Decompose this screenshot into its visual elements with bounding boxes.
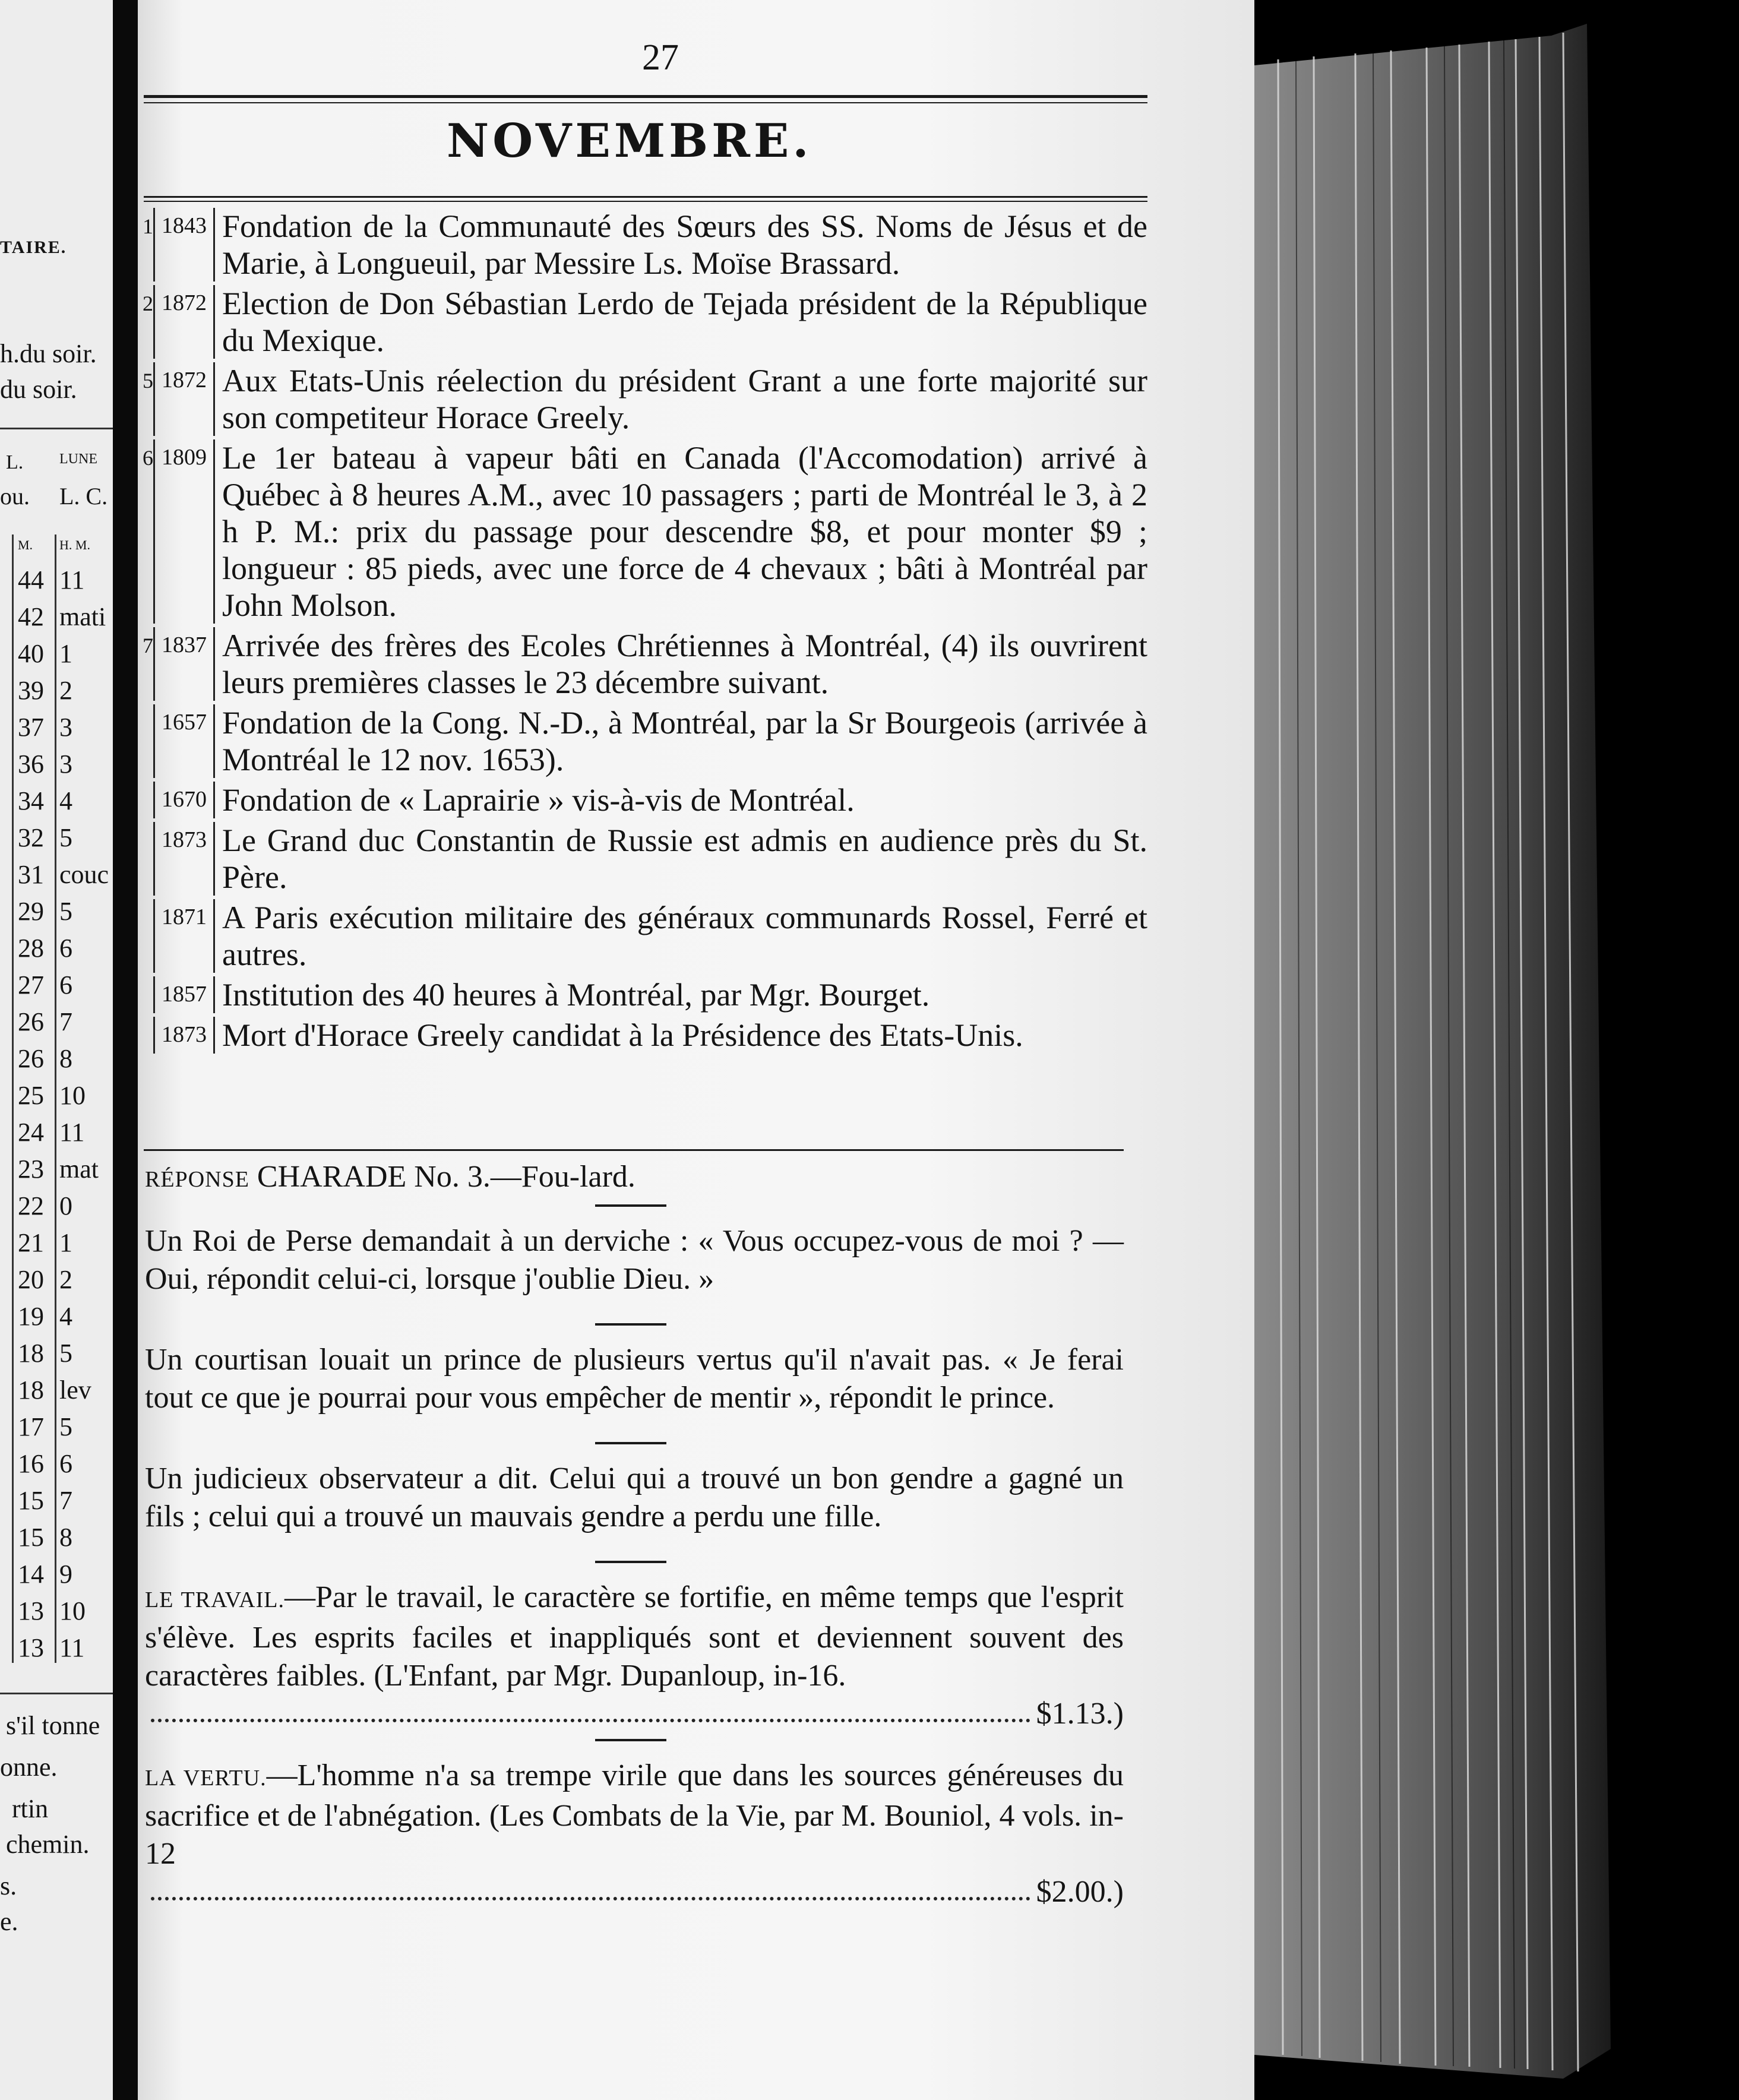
event-text: Institution des 40 heures à Montréal, par Mgr. Bourget. [222,977,930,1013]
left-table-row [0,929,113,966]
left-table-cell: 24 [18,1118,44,1147]
event-year: 1809 [153,439,215,624]
left-col-head: L. [6,451,24,473]
anecdote: Un courtisan louait un prince de plusieurs vertus qu'il n'avait pas. « Je ferai tout ce que je pourrai pour vous empêcher de mentir », répondit le prince. [145,1343,1124,1415]
price: $1.13.) [1036,1697,1124,1731]
left-table-cell: 6 [59,934,72,963]
event-year: 1872 [153,285,215,359]
event-text: Arrivée des frères des Ecoles Chrétiennes à Montréal, (4) ils ouvrirent leurs premières classes le 23 décembre suivant. [222,628,1147,700]
left-table-cell: 6 [59,1449,72,1478]
left-bottom-line: rtin [12,1794,49,1823]
left-table-row [0,1445,113,1482]
left-table-cell: 17 [18,1412,44,1441]
section-rule [144,1149,1124,1151]
separator-dash [595,1561,666,1563]
event-text: Fondation de la Communauté des Sœurs des SS. Noms de Jésus et de Marie, à Longueuil, par Messire Ls. Moïse Brassard. [222,208,1147,281]
left-table-cell: 11 [59,1633,85,1662]
left-page-line: h.du soir. [0,339,97,368]
event-day [138,822,153,828]
left-table-cell: 39 [18,676,44,705]
event-year: 1871 [153,899,215,973]
left-col-head: LUNE [59,451,97,467]
event-year: 1873 [153,822,215,896]
event-year: 1657 [153,704,215,778]
event-entry [138,208,1147,282]
left-table-row [0,561,113,598]
left-col-unit: M. [18,537,33,552]
previous-page-fragment [0,0,113,2100]
left-table-cell: 21 [18,1228,44,1257]
quote-label: LE TRAVAIL. [145,1587,284,1612]
left-table-cell: 26 [18,1044,44,1073]
left-table-row [0,893,113,929]
event-text: Le 1er bateau à vapeur bâti en Canada (l'Accomodation) arrivé à Québec à 8 heures A.M., avec 10 passagers ; parti de Montréal le 3, à 2 h P. M.: prix du passage pour descendre $8, et pour monter $9 ; longueur : 85 pieds, avec une force de 4 chevaux ; bâti à Montréal par John Molson. [222,440,1147,623]
left-table-row [0,1040,113,1077]
left-table-cell: 4 [59,786,72,815]
event-day: 6 [143,446,153,470]
left-table-row [0,782,113,819]
answer-label: RÉPONSE [145,1167,249,1192]
left-table-cell: 37 [18,713,44,742]
left-table-row [0,1592,113,1629]
left-table-cell: 5 [59,1412,72,1441]
left-table-cell: 13 [18,1596,44,1625]
left-table-cell: 14 [18,1560,44,1589]
event-list [138,208,1147,1057]
separator-dash [595,1323,666,1326]
left-table-cell: 22 [18,1191,44,1220]
left-table-cell: 4 [59,1302,72,1331]
left-table-cell: 34 [18,786,44,815]
left-table-cell: 16 [18,1449,44,1478]
event-day [138,899,153,905]
left-table-cell: couc [59,860,109,889]
left-table-row [0,856,113,893]
left-table-row [0,1187,113,1224]
left-table-row [0,672,113,709]
left-table-cell: 29 [18,897,44,926]
price-line [145,1873,1124,1911]
left-table-cell: 42 [18,602,44,631]
left-table-cell: mat [59,1155,99,1184]
page-title: NOVEMBRE. [447,114,812,168]
event-day [138,976,153,982]
event-text: Fondation de la Cong. N.-D., à Montréal, par la Sr Bourgeois (arrivée à Montréal le 12 nov. 1653). [222,705,1147,777]
left-table-cell: 8 [59,1523,72,1552]
left-col-unit: H. M. [59,537,90,552]
left-table-row [0,1077,113,1114]
event-text: Le Grand duc Constantin de Russie est admis en audience près du St. Père. [222,823,1147,895]
left-table-cell: 25 [18,1081,44,1110]
separator-dash [595,1442,666,1444]
book-gutter [113,0,138,2100]
left-table-cell: 1 [59,639,72,668]
quote-label: LA VERTU. [145,1766,267,1791]
quote-vertu [138,1757,1124,1911]
left-table-cell: mati [59,602,106,631]
left-table-row [0,1555,113,1592]
event-text: A Paris exécution militaire des généraux communards Rossel, Ferré et autres. [222,900,1147,972]
left-table-row [0,1334,113,1371]
left-table-row [0,1114,113,1150]
left-table-cell: 9 [59,1560,72,1589]
left-page-rule [0,1693,113,1694]
event-day: 1 [143,214,153,238]
event-text: Aux Etats-Unis réelection du président Grant a une forte majorité sur son competiteur Horace Greely. [222,363,1147,435]
event-entry [138,704,1147,778]
quote-text: —L'homme n'a sa trempe virile que dans les sources généreuses du sacrifice et de l'abnégation. (Les Combats de la Vie, par M. Bouniol, 4 vols. in-12 [145,1759,1124,1871]
left-bottom-line: s. [0,1871,17,1900]
left-table-cell: 20 [18,1265,44,1294]
leader-dots [151,1873,1030,1900]
anecdote: Un judicieux observateur a dit. Celui qui a trouvé un bon gendre a gagné un fils ; celui qui a trouvé un mauvais gendre a perdu une fille. [145,1462,1124,1533]
left-table-row [0,635,113,672]
event-year: 1843 [153,208,215,282]
left-table-cell: 26 [18,1007,44,1036]
left-table-row [0,598,113,635]
event-day [138,704,153,710]
page-number: 27 [642,37,679,78]
left-table-cell: 15 [18,1486,44,1515]
left-table-row [0,1408,113,1445]
left-table-cell: 1 [59,1228,72,1257]
quote-travail [138,1579,1124,1733]
top-rule-thin [144,102,1147,103]
event-entry [138,822,1147,896]
event-entry [138,627,1147,701]
almanac-page [138,0,1254,2100]
title-rule-thin [144,201,1147,202]
separator-dash [595,1739,666,1741]
event-year: 1670 [153,782,215,818]
left-table-cell: 2 [59,676,72,705]
left-table-cell: 11 [59,565,85,594]
left-table-cell: 5 [59,897,72,926]
left-table-cell: 18 [18,1339,44,1368]
charade-answer [138,1158,1124,1198]
left-table-cell: 7 [59,1007,72,1036]
price: $2.00.) [1036,1875,1124,1909]
left-table-cell: 40 [18,639,44,668]
left-table-row [0,1371,113,1408]
event-entry [138,439,1147,624]
left-table-row [0,1519,113,1555]
left-table-cell: 5 [59,1339,72,1368]
left-table-cell: 0 [59,1191,72,1220]
left-table-cell: 28 [18,934,44,963]
event-day [138,782,153,788]
event-day: 2 [143,292,153,315]
event-entry [138,899,1147,973]
event-entry [138,285,1147,359]
leader-dots [151,1695,1030,1722]
event-text: Fondation de « Laprairie » vis-à-vis de Montréal. [222,782,855,818]
left-page-line: du soir. [0,375,77,404]
answer-text: CHARADE No. 3.—Fou-lard. [257,1160,635,1194]
left-table-cell: 31 [18,860,44,889]
left-table-cell: lev [59,1375,91,1405]
left-col-sub: L. C. [59,483,108,510]
event-year: 1873 [153,1017,215,1054]
left-table-cell: 44 [18,565,44,594]
event-entry [138,1017,1147,1054]
left-table-cell: 5 [59,823,72,852]
miscellany [138,1158,1124,1911]
event-entry [138,976,1147,1013]
left-table-row [0,1150,113,1187]
left-table-cell: 32 [18,823,44,852]
event-year: 1857 [153,976,215,1013]
page-edges-drawing [1254,0,1739,2100]
event-entry [138,782,1147,818]
separator-dash [595,1204,666,1207]
left-bottom-line: e. [0,1907,18,1936]
left-table-row [0,1298,113,1334]
left-table-row [0,1003,113,1040]
top-rule [144,95,1147,98]
left-col-sub: ou. [0,483,30,510]
event-text: Election de Don Sébastian Lerdo de Tejada président de la République du Mexique. [222,286,1147,358]
title-rule [144,196,1147,198]
left-table-cell: 7 [59,1486,72,1515]
left-bottom-line: chemin. [6,1830,90,1859]
left-table-cell: 13 [18,1633,44,1662]
left-table-cell: 27 [18,970,44,1000]
event-year: 1872 [153,362,215,436]
left-table-cell: 18 [18,1375,44,1405]
left-page-rule [0,428,113,429]
left-table-row [0,1482,113,1519]
left-table-row [0,1629,113,1666]
event-day: 7 [143,634,153,657]
event-day: 5 [143,369,153,393]
event-entry [138,362,1147,436]
left-bottom-line: onne. [0,1753,58,1782]
left-table-row [0,709,113,745]
anecdote: Un Roi de Perse demandait à un derviche : « Vous occupez-vous de moi ? — Oui, répondit celui-ci, lorsque j'oublie Dieu. » [145,1224,1124,1296]
left-table-cell: 3 [59,713,72,742]
left-table-cell: 11 [59,1118,85,1147]
left-table-row [0,1261,113,1298]
left-table-cell: 15 [18,1523,44,1552]
left-page-header: TAIRE. [0,238,67,257]
left-table-row [0,1224,113,1261]
left-table-cell: 36 [18,749,44,779]
event-day [138,1017,153,1023]
left-table-cell: 23 [18,1155,44,1184]
left-table-cell: 10 [59,1081,86,1110]
left-table-row [0,966,113,1003]
left-table-cell: 2 [59,1265,72,1294]
event-text: Mort d'Horace Greely candidat à la Présidence des Etats-Unis. [222,1017,1023,1053]
quote-text: —Par le travail, le caractère se fortifie, en même temps que l'esprit s'élève. Les esprits faciles et inappliqués sont et deviennent souvent des caractères faibles. (L'Enfant, par Mgr. Dupanloup, in-16. [145,1580,1124,1693]
left-bottom-line: s'il tonne [6,1711,100,1740]
price-line [145,1695,1124,1733]
event-year: 1837 [153,627,215,701]
left-table-cell: 6 [59,970,72,1000]
left-table-row [0,819,113,856]
left-table-cell: 19 [18,1302,44,1331]
left-table-row [0,745,113,782]
book-fore-edge [1254,0,1739,2100]
left-table-cell: 3 [59,749,72,779]
left-table-cell: 8 [59,1044,72,1073]
left-table-cell: 10 [59,1596,86,1625]
